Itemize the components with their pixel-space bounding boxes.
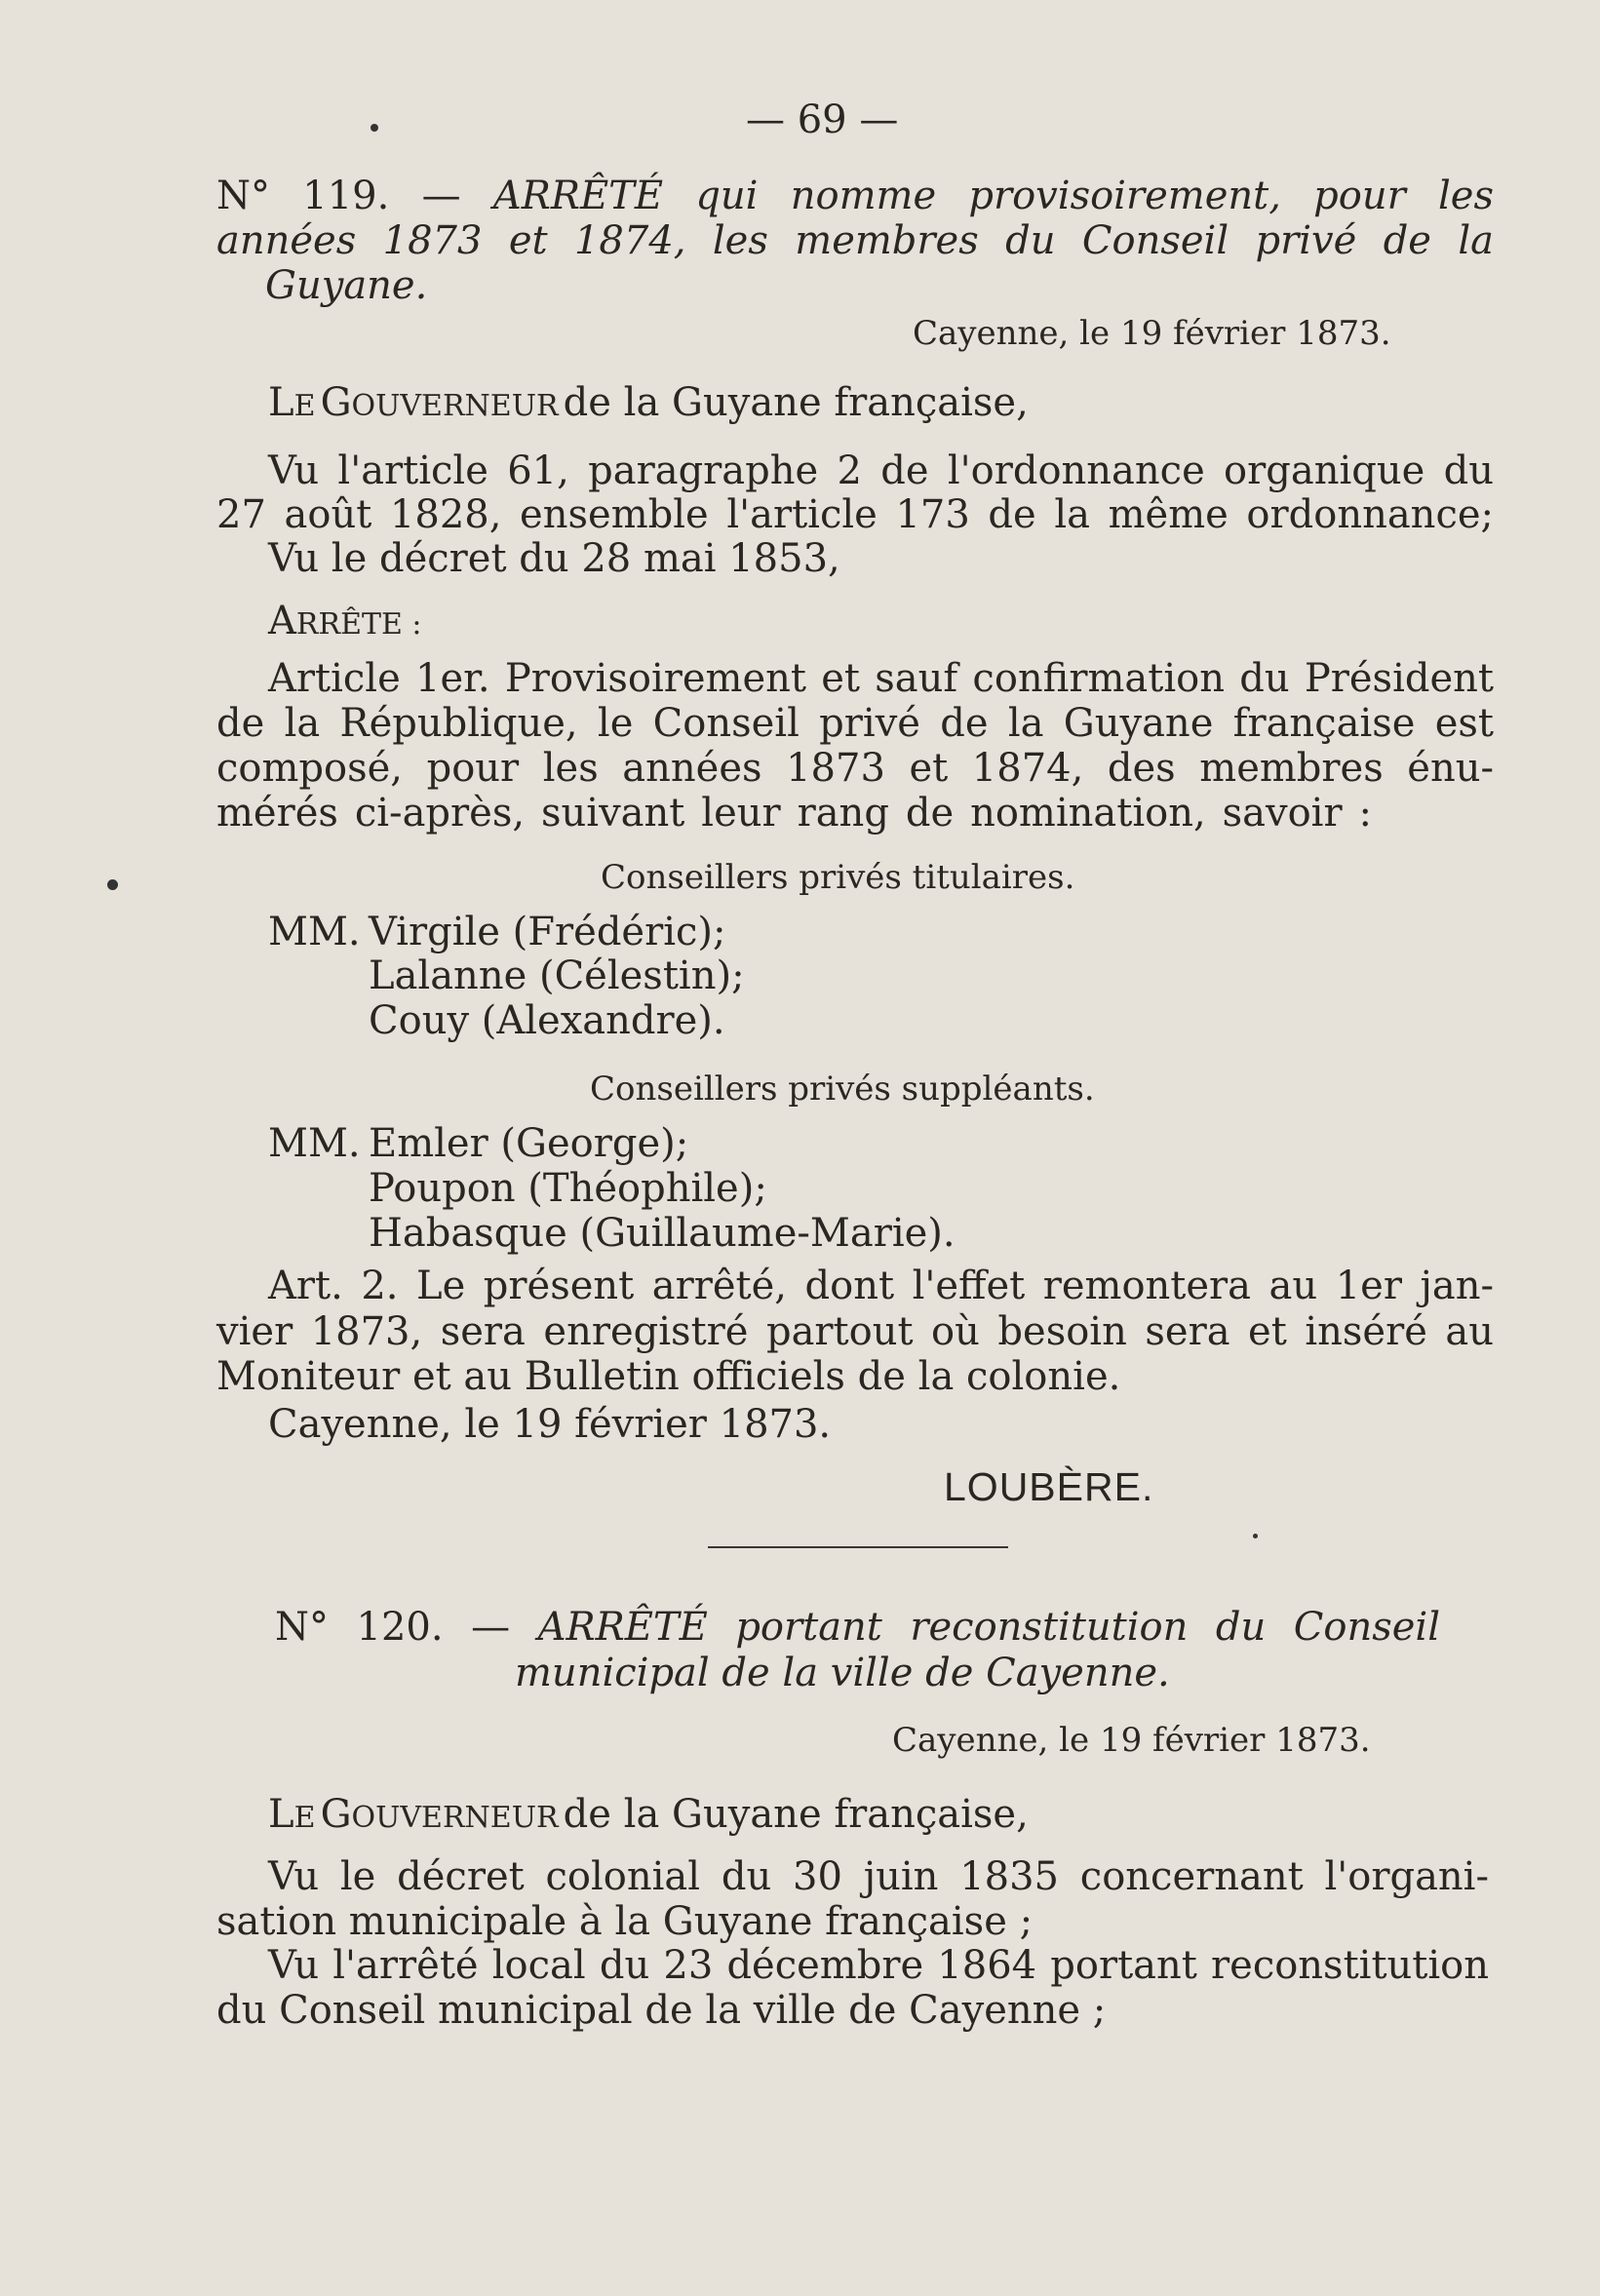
decree-120-vu1-line-2: sation municipale à la Guyane française ; (216, 1899, 1034, 1944)
titulaire-item: Virgile (Frédéric); (369, 910, 726, 954)
titulaire-item: Couy (Alexandre). (369, 998, 725, 1043)
decree-119-title-line-3: Guyane. (265, 263, 428, 308)
decree-119-art1-line-2: de la République, le Conseil privé de la Guyane française est (216, 701, 1494, 746)
suppleant-item: Habasque (Guillaume-Marie). (369, 1211, 956, 1256)
section-divider (708, 1546, 1008, 1548)
decree-119-art1-line-3: composé, pour les années 1873 et 1874, des membres énu- (216, 746, 1494, 791)
governor-smallcaps-e: E (293, 389, 316, 423)
ink-speck (1253, 1534, 1258, 1538)
decree-120-title-line-2: municipal de la ville de Cayenne. (515, 1651, 1170, 1695)
arrete-initial: A (268, 599, 296, 643)
decree-119-art2-line-2: vier 1873, sera enregistré partout où besoin sera et inséré au (216, 1309, 1494, 1354)
decree-119-art1-line-4: mérés ci-après, suivant leur rang de nomination, savoir : (216, 791, 1372, 836)
decree-120-number: N° 120. — (275, 1605, 511, 1650)
decree-120-vu2-line-1: Vu l'arrêté local du 23 décembre 1864 portant reconstitution (268, 1943, 1489, 1988)
decree-120-vu1-line-1: Vu le décret colonial du 30 juin 1835 concernant l'organi- (268, 1854, 1489, 1899)
decree-119-signature: LOUBÈRE. (944, 1464, 1154, 1509)
governor-smallcaps-e: E (293, 1801, 316, 1835)
mm-suppleants-label: MM. (268, 1121, 361, 1166)
mm-titulaires-label: MM. (268, 910, 361, 954)
ink-speck (371, 124, 378, 132)
decree-119-art1-line-1: Article 1er. Provisoirement et sauf confirmation du Président (268, 656, 1494, 701)
decree-119-number: N° 119. — (216, 174, 461, 218)
decree-119-title-line-2: années 1873 et 1874, les membres du Conseil privé de la (216, 218, 1494, 263)
decree-120-governor-line (268, 1792, 1029, 1837)
decree-119-closing-date: Cayenne, le 19 février 1873. (268, 1402, 832, 1447)
governor-initial-l: L (268, 380, 294, 425)
arrete-smallcaps: RRÊTE : (295, 607, 422, 642)
decree-120-title-text: ARRÊTÉ portant reconstitution du Conseil (537, 1605, 1440, 1650)
governor-smallcaps-rest: OUVERNEUR (351, 389, 559, 423)
decree-120-title-line-1 (275, 1605, 1440, 1650)
governor-tail: de la Guyane française, (563, 1792, 1029, 1837)
suppleant-item: Poupon (Théophile); (369, 1166, 767, 1211)
suppleants-heading: Conseillers privés suppléants. (590, 1070, 1095, 1109)
ink-speck (107, 879, 118, 890)
decree-119-vu2: Vu le décret du 28 mai 1853, (268, 536, 840, 581)
decree-119-date-place: Cayenne, le 19 février 1873. (913, 314, 1391, 353)
decree-119-art2-line-3: Moniteur et au Bulletin officiels de la colonie. (216, 1354, 1121, 1399)
titulaire-item: Lalanne (Célestin); (369, 953, 745, 998)
decree-120-date-place: Cayenne, le 19 février 1873. (892, 1721, 1371, 1760)
decree-119-arrete-heading (268, 599, 422, 643)
governor-smallcaps-rest: OUVERNEUR (351, 1801, 559, 1835)
decree-119-art2-line-1: Art. 2. Le présent arrêté, dont l'effet remontera au 1er jan- (268, 1264, 1494, 1308)
decree-119-vu1-line-1: Vu l'article 61, paragraphe 2 de l'ordonnance organique du (268, 448, 1494, 493)
decree-119-governor-line (268, 380, 1029, 425)
suppleant-item: Emler (George); (369, 1121, 689, 1166)
decree-119-title-line-1 (216, 174, 1494, 218)
governor-initial-g: G (320, 380, 352, 425)
decree-119-vu1-line-2: 27 août 1828, ensemble l'article 173 de la même ordonnance; (216, 492, 1494, 537)
titulaires-heading: Conseillers privés titulaires. (601, 858, 1075, 897)
decree-119-title-text: ARRÊTÉ qui nomme provisoirement, pour les (492, 174, 1495, 218)
governor-initial-l: L (268, 1792, 294, 1837)
governor-tail: de la Guyane française, (563, 380, 1029, 425)
page-number: — 69 — (746, 97, 899, 142)
governor-initial-g: G (320, 1792, 352, 1837)
decree-120-vu2-line-2: du Conseil municipal de la ville de Cayenne ; (216, 1988, 1107, 2033)
